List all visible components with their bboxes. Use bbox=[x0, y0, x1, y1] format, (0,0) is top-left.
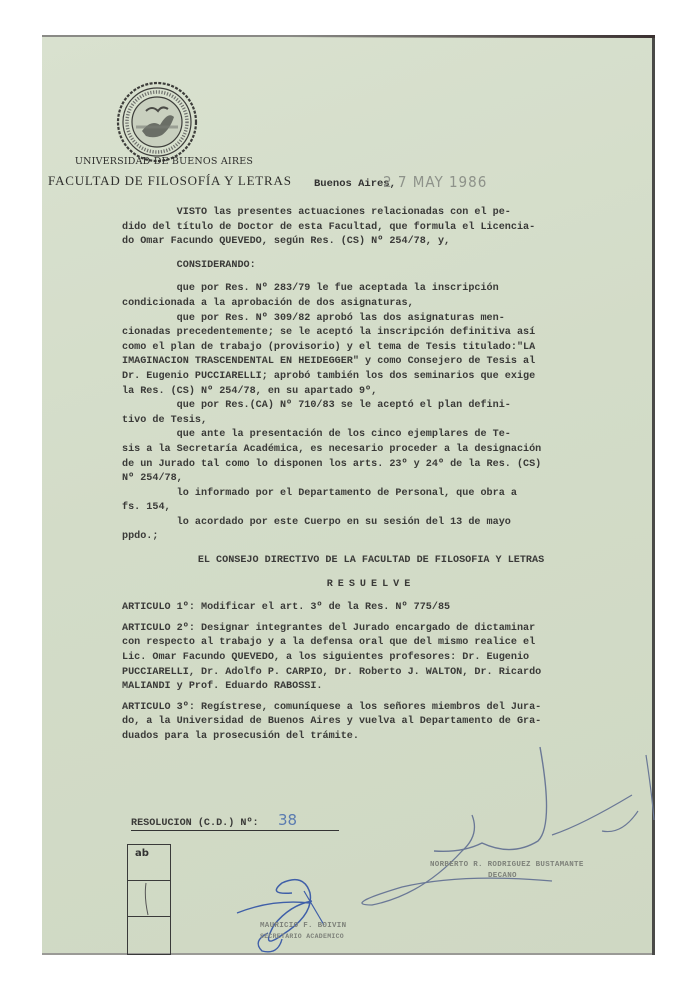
faculty-name: FACULTAD DE FILOSOFÍA Y LETRAS bbox=[48, 173, 292, 188]
date-stamp: 2 7 MAY 1986 bbox=[383, 173, 488, 191]
resolucion-number: 38 bbox=[278, 811, 298, 829]
routing-stamp-box bbox=[127, 844, 171, 955]
resolucion-label: RESOLUCION (C.D.) Nº: bbox=[131, 818, 339, 831]
university-seal-icon bbox=[116, 81, 198, 163]
articulo-1: ARTICULO 1º: Modificar el art. 3º de la Res. Nº 775/85 bbox=[122, 602, 451, 614]
secretary-name: MAURICIO F. BOIVIN bbox=[260, 922, 347, 930]
secretary-title: SECRETARIO ACADEMICO bbox=[260, 933, 345, 940]
considerando-clause: que por Res. Nº 309/82 aprobó las dos asignaturas men- cionadas precedentemente; se le aceptó la inscripción definitiva así como el plan de trabajo (provisorio) y el tema de Tesis titulado:"LA IMAGINACION TRASCENDENTAL EN HEIDEGGER" y como Consejero de Tesis al Dr. Eugenio PUCCIARELLI; aprobó también los dos seminarios que exige la Res. (CS) Nº 254/78, en su apartado 9º, bbox=[122, 312, 536, 397]
document-page bbox=[42, 35, 655, 955]
resuelve-heading: RESUELVE bbox=[326, 578, 416, 590]
dean-name: NORBERTO R. RODRIGUEZ BUSTAMANTE bbox=[430, 861, 584, 869]
consejo-heading: EL CONSEJO DIRECTIVO DE LA FACULTAD DE FILOSOFIA Y LETRAS bbox=[197, 555, 545, 567]
considerando-clause: lo acordado por este Cuerpo en su sesión del 13 de mayo ppdo.; bbox=[122, 516, 511, 543]
university-name: UNIVERSIDAD DE BUENOS AIRES bbox=[74, 156, 254, 167]
articulo-3: ARTICULO 3º: Regístrese, comuníquese a los señores miembros del Jura- do, a la Universidad de Buenos Aires y vuelva al Departamento de Gra- duados para la prosecusión del trámite. bbox=[122, 701, 542, 742]
visto-paragraph: VISTO las presentes actuaciones relacionadas con el pe- dido del título de Doctor de esta Facultad, que formula el Licencia- do Omar Facundo QUEVEDO, según Res. (CS) Nº 254/78, y, bbox=[122, 207, 536, 248]
document-body bbox=[122, 206, 620, 745]
stamp-initials: ab bbox=[135, 848, 149, 859]
considerando-clause: lo informado por el Departamento de Personal, que obra a fs. 154, bbox=[122, 487, 517, 514]
articulo-2: ARTICULO 2º: Designar integrantes del Jurado encargado de dictaminar con respecto al trabajo y a la defensa oral que del mismo realice el Lic. Omar Facundo QUEVEDO, a los siguientes profesores: Dr. Eugenio PUCCIARELLI, Dr. Adolfo P. CARPIO, Dr. Roberto J. WALTON, Dr. Ricardo MALIANDI y Prof. Eduardo RABOSSI. bbox=[122, 622, 542, 693]
considerando-heading: CONSIDERANDO: bbox=[122, 259, 256, 271]
dean-title: DECANO bbox=[488, 872, 517, 880]
considerando-clause: que por Res. Nº 283/79 le fue aceptada la inscripción condicionada a la aprobación de dos asignaturas, bbox=[122, 283, 499, 309]
considerando-clause: que ante la presentación de los cinco ejemplares de Te- sis a la Secretaría Académica, es necesario proceder a la designación de un Jurado tal como lo disponen los arts. 23º y 24º de la Res. (CS) Nº 254/78, bbox=[122, 429, 542, 485]
date-city: Buenos Aires, bbox=[314, 178, 396, 190]
considerando-clause: que por Res.(CA) Nº 710/83 se le aceptó el plan defini- tivo de Tesis, bbox=[122, 400, 511, 426]
